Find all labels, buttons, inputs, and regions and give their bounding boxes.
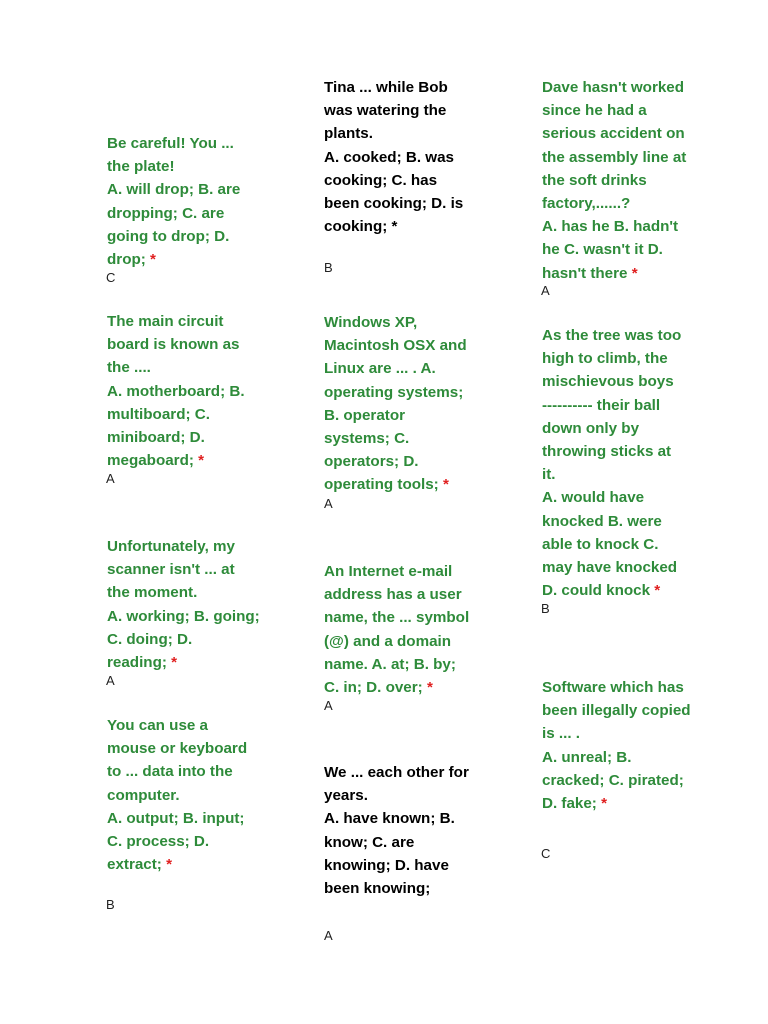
answer-label: B [541,601,550,616]
question-text: Tina ... while Bob was watering the plants. A. cooked; B. was cooking; C. has been cooking; D. is cooking; * [324,79,464,236]
required-star: * [442,476,449,494]
required-star: * [654,582,661,600]
answer-label: C [541,846,551,861]
question-block [107,310,245,472]
question-text: The main circuit board is known as the .... A. motherboard; B. multiboard; C. miniboard; D. megaboard; [107,313,245,470]
question-block [107,535,260,674]
required-star: * [601,795,608,813]
answer-label: C [106,270,116,285]
question-block [324,76,463,238]
required-star: * [171,654,178,672]
answer-label: B [324,260,333,275]
answer-label: B [106,897,115,912]
question-text: Unfortunately, my scanner isn't ... at the moment. A. working; B. going; C. doing; D. reading; [107,538,260,672]
required-star: * [198,452,205,470]
question-text: Be careful! You ... the plate! A. will drop; B. are dropping; C. are going to drop; D. drop; [107,135,241,269]
question-block [324,761,469,900]
question-text: You can use a mouse or keyboard to ... data into the computer. A. output; B. input; C. process; D. extract; [107,717,248,874]
question-text: Software which has been illegally copied is ... . A. unreal; B. cracked; C. pirated; D. fake; [542,679,691,813]
question-block [324,560,469,699]
question-block [542,324,681,602]
question-block [324,311,467,497]
answer-label: A [106,673,115,688]
question-text: Dave hasn't worked since he had a serious accident on the assembly line at the soft drinks factory,......? A. has he B. hadn't he C. wasn't it D. hasn't there [542,79,687,282]
required-star: * [150,251,156,269]
question-block [542,676,691,815]
question-text: We ... each other for years. A. have known; B. know; C. are knowing; D. have been knowing; [324,764,469,898]
question-text: As the tree was too high to climb, the mischievous boys ---------- their ball down only by throwing sticks at it. A. would have knocked B. were able to knock C. may have knocked D. could knock [542,327,682,600]
required-star: * [426,679,433,697]
answer-label: A [324,928,333,943]
required-star: * [166,856,173,874]
answer-label: A [324,496,333,511]
answer-label: A [324,698,333,713]
question-text: An Internet e-mail address has a user name, the ... symbol (@) and a domain name. A. at; B. by; C. in; D. over; [324,563,470,697]
question-block [107,132,240,271]
required-star: * [631,264,638,282]
answer-label: A [541,283,550,298]
question-text: Windows XP, Macintosh OSX and Linux are ... . A. operating systems; B. operator systems; C. operators; D. operating tools; [324,314,467,494]
question-block [542,76,686,285]
question-block [107,714,247,876]
answer-label: A [106,471,115,486]
